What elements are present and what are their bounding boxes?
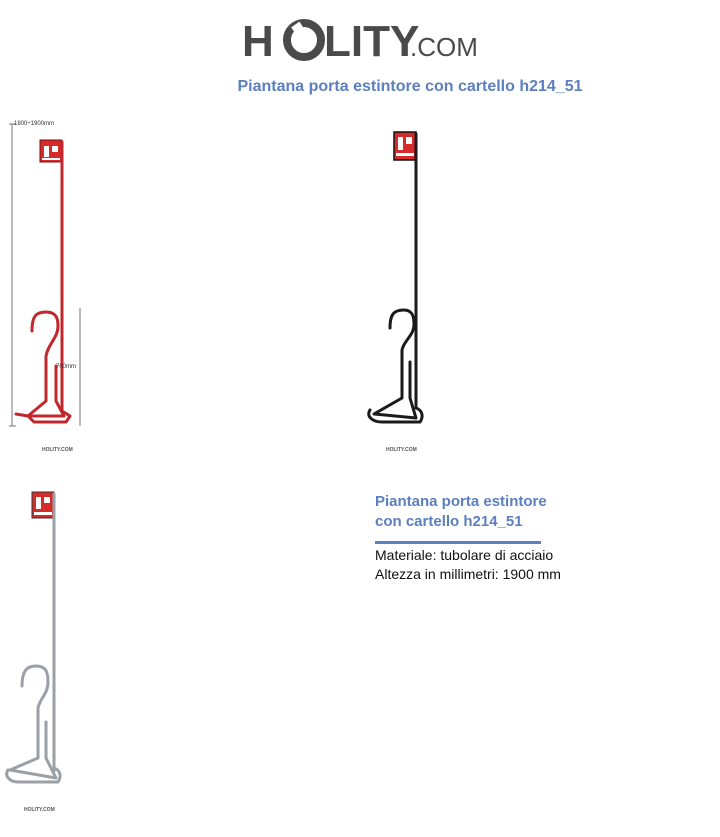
spec-row-height: Altezza in millimetri: 1900 mm — [375, 566, 561, 582]
spec-list — [375, 546, 561, 584]
logo-letter-h: H — [242, 17, 274, 66]
stand-frame — [369, 134, 422, 422]
logo-dotcom: .COM — [410, 32, 478, 62]
stand-frame — [16, 142, 70, 422]
stand-frame — [7, 494, 60, 782]
fire-extinguisher-sign-icon — [394, 132, 416, 160]
logo-letters-lity: LITY — [324, 17, 420, 66]
product-image-steel — [2, 486, 68, 816]
logo-o-ring-icon — [287, 22, 321, 57]
product-image-red — [8, 116, 86, 456]
fire-extinguisher-sign-icon — [32, 492, 54, 518]
spec-title-line-1: Piantana porta estintore — [375, 493, 547, 510]
spec-row-material: Materiale: tubolare di acciaio — [375, 547, 554, 563]
dimension-label-height: 1800÷1900mm — [14, 121, 54, 127]
dimension-label-side: 700mm — [56, 364, 77, 370]
small-logo: HOLITY.COM — [42, 447, 73, 453]
page-title: Piantana porta estintore con cartello h214_51 — [237, 78, 583, 95]
product-image-black — [360, 126, 430, 456]
dimension-line-height — [9, 124, 16, 426]
spec-divider — [375, 541, 541, 544]
spec-title-line-2: con cartello h214_51 — [375, 513, 523, 530]
spec-title — [375, 492, 595, 532]
holity-logo[interactable] — [240, 10, 490, 70]
fire-extinguisher-sign-icon — [40, 140, 62, 162]
small-logo: HOLITY.COM — [24, 807, 55, 813]
small-logo: HOLITY.COM — [386, 447, 417, 453]
